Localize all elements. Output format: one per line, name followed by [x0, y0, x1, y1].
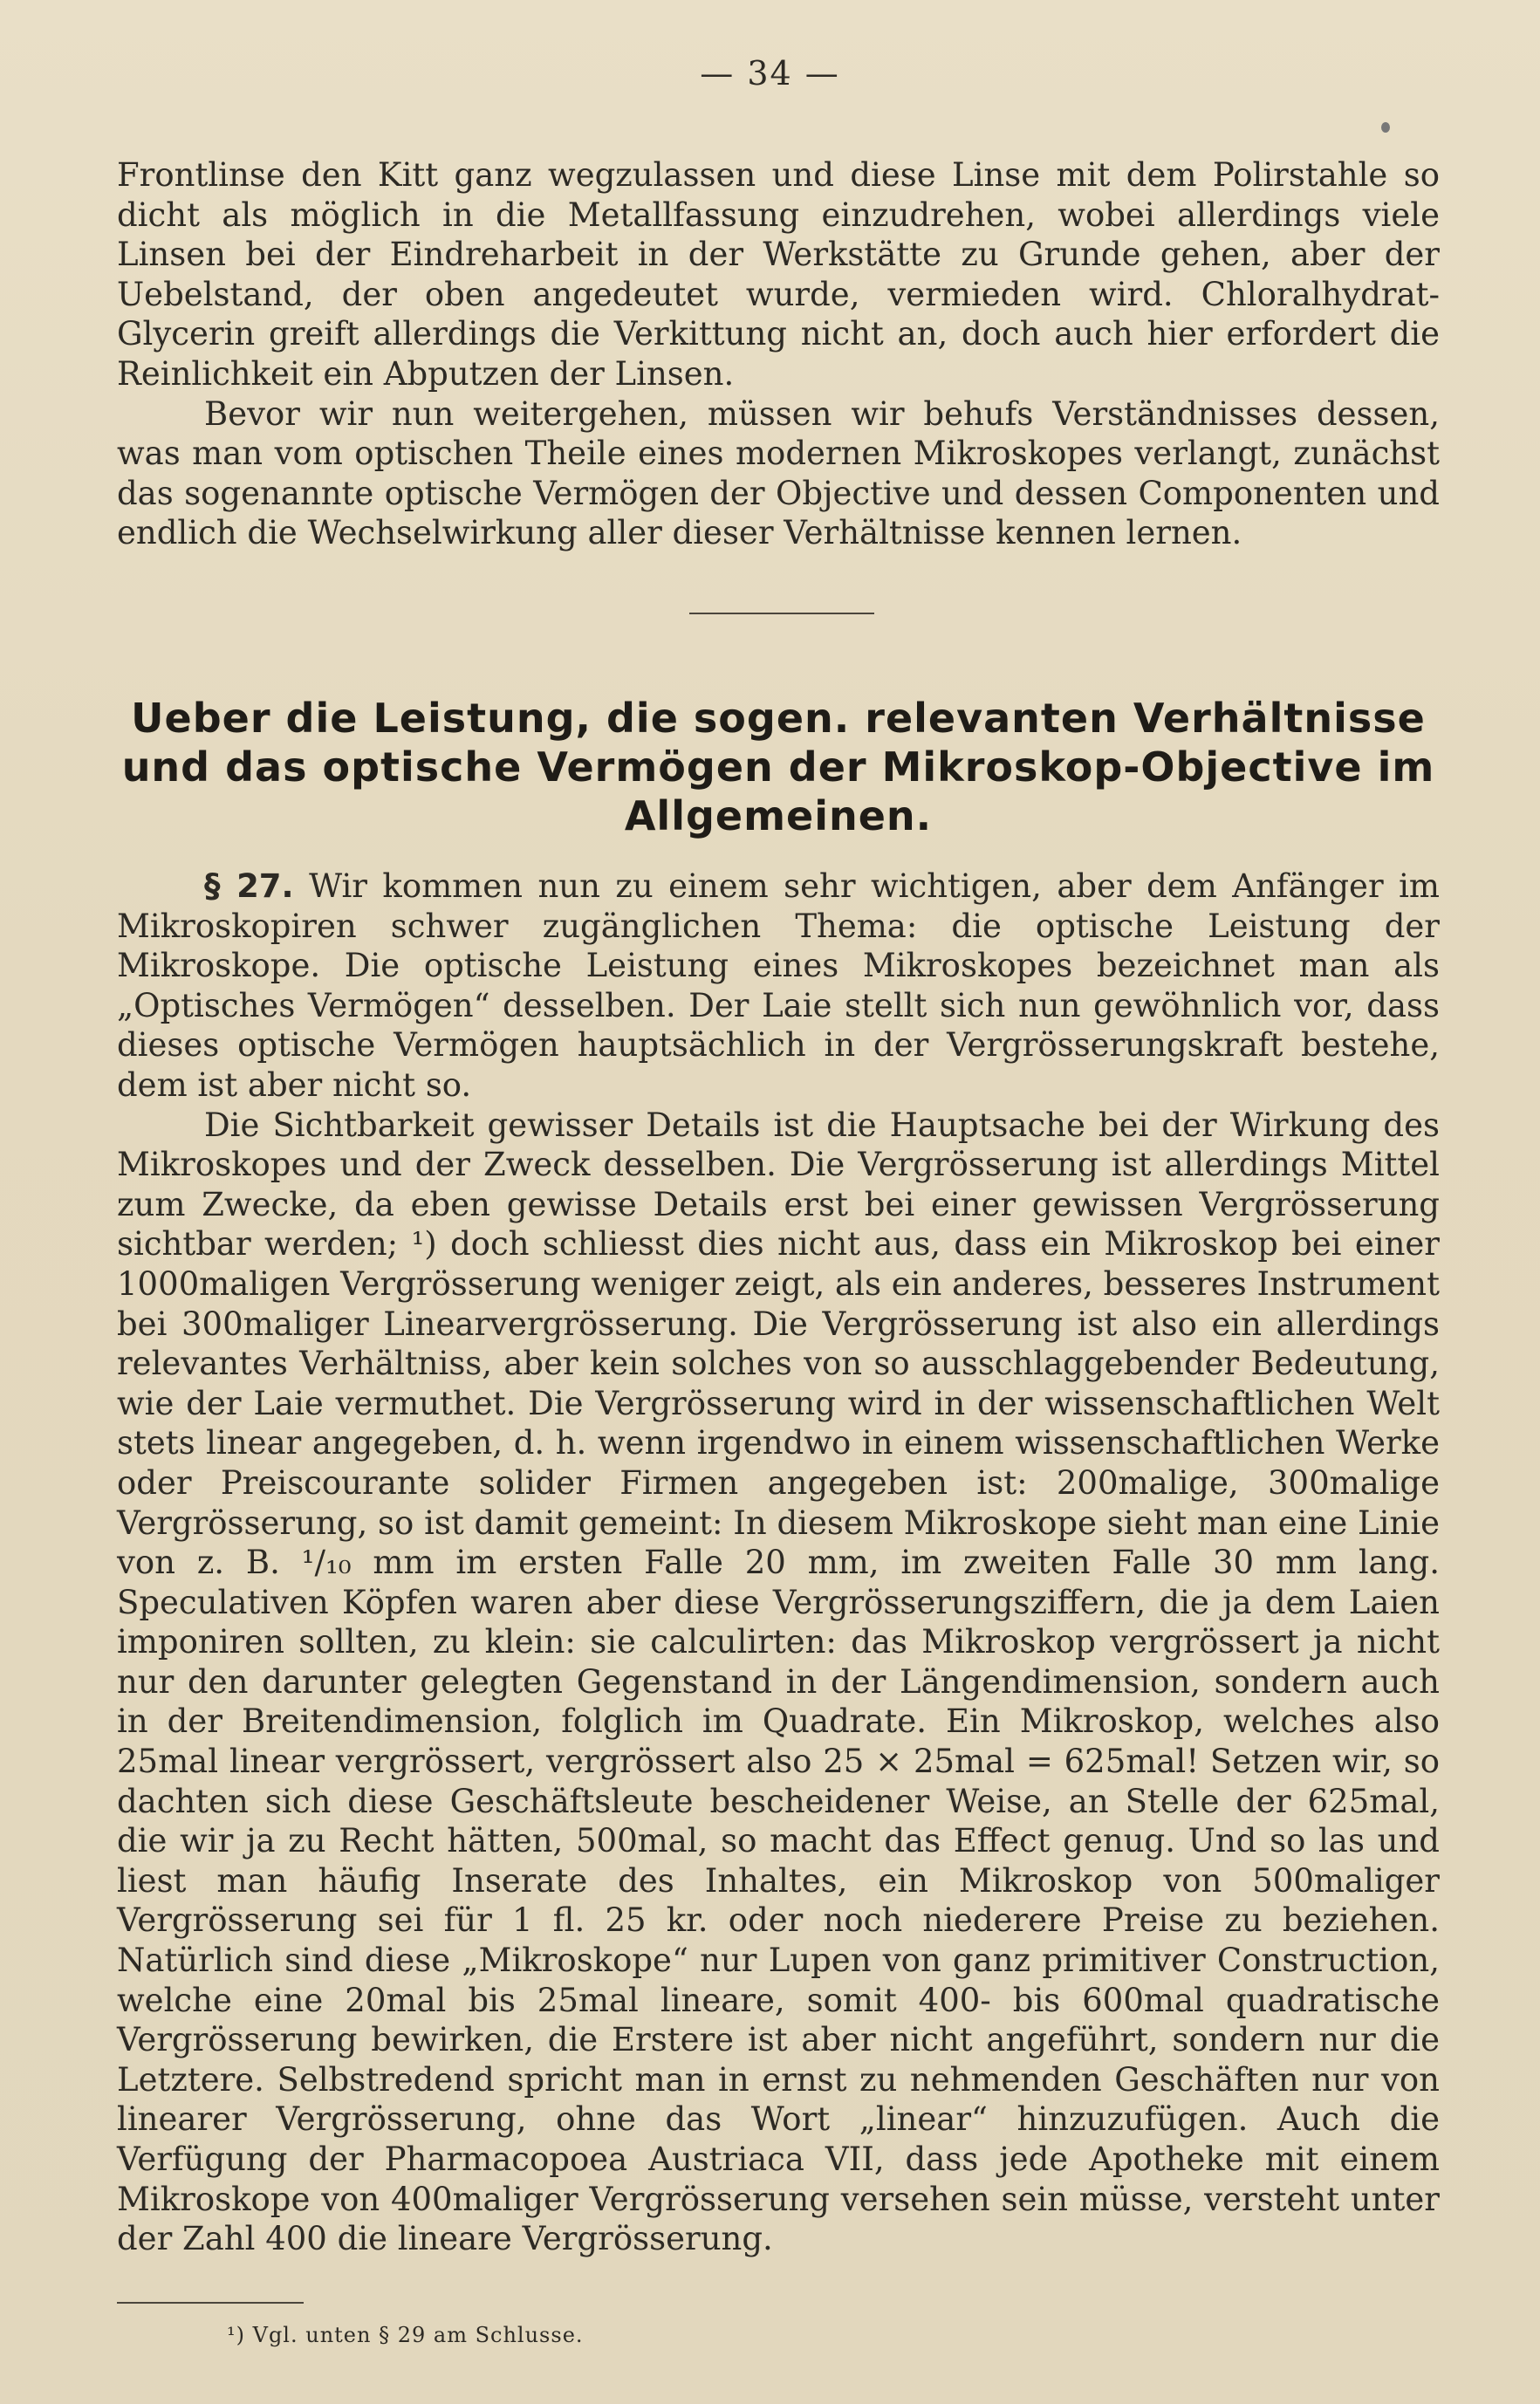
paragraph-sichtbarkeit: Die Sichtbarkeit gewisser Details ist die Hauptsache bei der Wirkung des Mikroskopes und der Zweck desselben. Die Vergrösserung ist allerdings Mittel zum Zwecke, da eben gewisse Details erst bei einer gewissen Vergrösserung sichtbar werden; ¹) doch schliesst dies nicht aus, dass ein Mikroskop bei einer 1000maligen Vergrösserung weniger zeigt, als ein anderes, besseres Instrument bei 300maliger Linearvergrösserung. Die Vergrösserung ist also ein allerdings relevantes Verhältniss, aber kein solches von so ausschlaggebender Bedeutung, wie der Laie vermuthet. Die Vergrösserung wird in der wissenschaftlichen Welt stets linear angegeben, d. h. wenn irgendwo in einem wissenschaftlichen Werke oder Preiscourante solider Firmen angegeben ist: 200malige, 300malige Vergrösserung, so ist damit gemeint: In diesem Mikroskope sieht man eine Linie von z. B. ¹/₁₀ mm im ersten Falle 20 mm, im zweiten Falle 30 mm lang. Speculativen Köpfen waren aber diese Vergrösserungsziffern, die ja dem Laien imponiren sollten, zu klein: sie calculirten: das Mikroskop vergrössert ja nicht nur den darunter gelegten Gegenstand in der Längendimension, sondern auch in der Breitendimension, folglich im Quadrate. Ein Mikroskop, welches also 25mal linear vergrössert, vergrössert also 25 × 25mal = 625mal! Setzen wir, so dachten sich diese Geschäftsleute bescheidener Weise, an Stelle der 625mal, die wir ja zu Recht hätten, 500mal, so macht das Effect genug. Und so las und liest man häufig Inserate des Inhaltes, ein Mikroskop von 500maliger Vergrösserung sei für 1 fl. 25 kr. oder noch niederere Preise zu beziehen. Natürlich sind diese „Mikroskope“ nur Lupen von ganz primitiver Construction, welche eine 20mal bis 25mal lineare, somit 400- bis 600mal quadratische Vergrösserung bewirken, die Erstere ist aber nicht angeführt, sondern nur die Letztere. Selbstredend spricht man in ernst zu nehmenden Geschäften nur von linearer Vergrösserung, ohne das Wort „linear“ hinzuzufügen. Auch die Verfügung der Pharmacopoea Austriaca VII, dass jede Apotheke mit einem Mikroskope von 400maliger Vergrösserung versehen sein müsse, versteht unter der Zahl 400 die lineare Vergrösserung.	[117, 1106, 1440, 2258]
paragraph-section-27-text: Wir kommen nun zu einem sehr wichtigen, aber dem Anfänger im Mikroskopiren schwer zugänglichen Thema: die optische Leistung der Mikroskope. Die optische Leistung eines Mikroskopes bezeichnet man als „Optisches Vermögen“ desselben. Der Laie stellt sich nun gewöhnlich vor, dass dieses optische Vermögen hauptsächlich in der Vergrösserungskraft bestehe, dem ist aber nicht so.	[117, 867, 1440, 1104]
ink-spot	[1381, 122, 1390, 133]
intro-text-block	[117, 155, 1440, 553]
section-body	[117, 866, 1440, 2259]
paragraph-section-27	[117, 866, 1440, 1106]
page-number-header: — 34 —	[700, 54, 840, 92]
section-heading: Ueber die Leistung, die sogen. relevanten Verhältnisse und das optische Vermögen der Mikroskop-Objective im Allgemeinen.	[121, 695, 1435, 839]
footnote-rule	[117, 2302, 304, 2304]
paragraph-continuation: Frontlinse den Kitt ganz wegzulassen und diese Linse mit dem Polirstahle so dicht als möglich in die Metallfassung einzudrehen, wobei allerdings viele Linsen bei der Eindreharbeit in der Werkstätte zu Grunde gehen, aber der Uebelstand, der oben angedeutet wurde, vermieden wird. Chloralhydrat-Glycerin greift allerdings die Verkittung nicht an, doch auch hier erfordert die Reinlichkeit ein Abputzen der Linsen.	[117, 156, 1440, 393]
paragraph-bevor: Bevor wir nun weitergehen, müssen wir behufs Verständnisses dessen, was man vom optischen Theile eines modernen Mikroskopes verlangt, zunächst das sogenannte optische Vermögen der Objective und dessen Componenten und endlich die Wechselwirkung aller dieser Verhältnisse kennen lernen.	[117, 394, 1440, 552]
footnote: ¹) Vgl. unten § 29 am Schlusse.	[227, 2323, 584, 2347]
section-number: § 27.	[204, 867, 294, 905]
section-divider	[689, 613, 874, 614]
